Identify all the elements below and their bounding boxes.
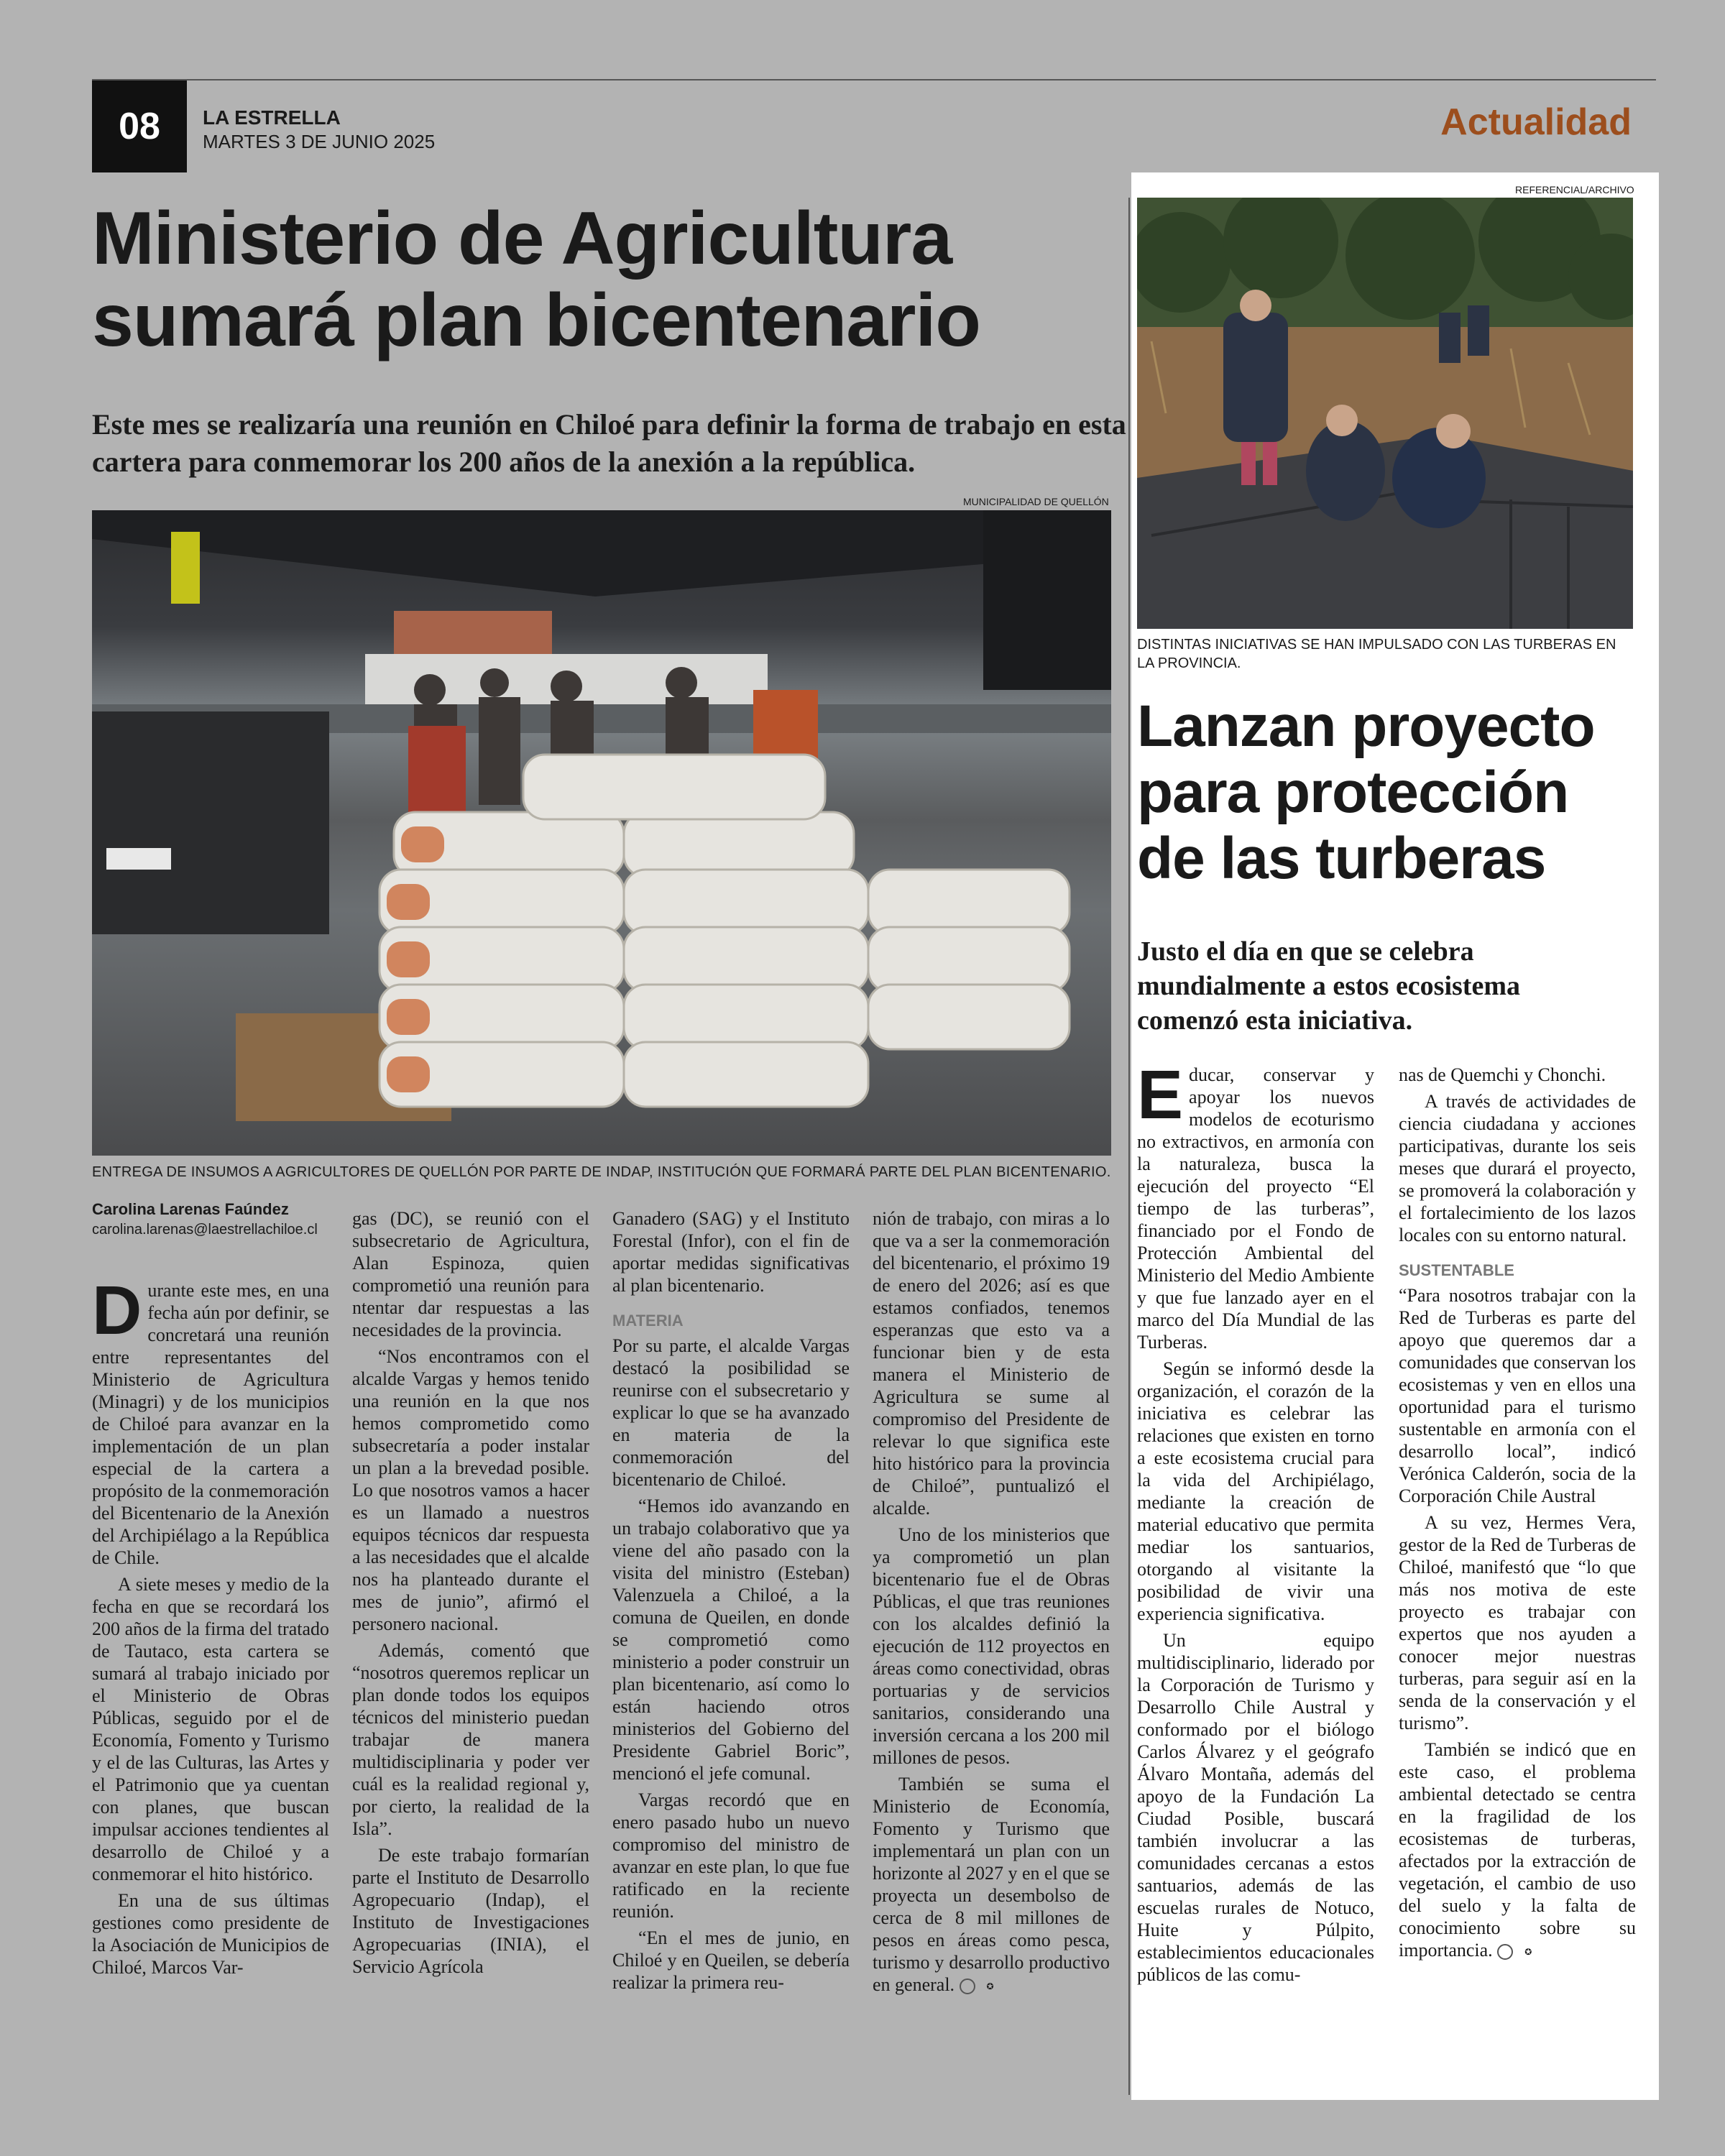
main-photo-credit: MUNICIPALIDAD DE QUELLÓN	[963, 496, 1109, 507]
paragraph: nas de Quemchi y Chonchi.	[1399, 1064, 1606, 1085]
author-name: Carolina Larenas Faúndez	[92, 1200, 289, 1218]
paragraph: nión de trabajo, con miras a lo que va a ser la conmemoración del bicentenario, el próximo 19 de enero del 2026; así es que estamos confiados, tenemos esperanzas que esto va a funcionar bien y de esta manera el Ministerio de Agricultura se sume al compromiso del Presidente de relevar lo que significa este hito histórico para la provincia de Chiloé”, puntualizó el alcalde.	[873, 1208, 1110, 1519]
main-photo	[92, 510, 1111, 1156]
end-mark-icon: ✪	[1497, 1944, 1513, 1960]
side-photo-illustration	[1137, 198, 1633, 629]
paragraph: A su vez, Hermes Vera, gestor de la Red de Turberas de Chiloé, manifestó que “lo que más nos motiva de este proyecto es trabajar con expertos que nos ayuden a conocer mejor nuestras turberas, para seguir así en la senda de la conservación y el turismo”.	[1399, 1512, 1636, 1733]
paragraph	[873, 1773, 1110, 1996]
subhead: SUSTENTABLE	[1399, 1261, 1514, 1279]
main-lead: Este mes se realizaría una reunión en Chiloé para definir la forma de trabajo en esta cartera para conmemorar los 200 años de la anexión a la república.	[92, 408, 1126, 478]
paragraph: En una de sus últimas gestiones como presidente de la Asociación de Municipios de Chiloé, Marcos Var-	[92, 1890, 329, 1978]
paragraph: “Nos encontramos con el alcalde Vargas y hemos tenido una reunión en la que nos hemos comprometido como subsecretaría a poder instalar un plan a la brevedad posible. Lo que nosotros vamos a hacer es un llamado a nuestros equipos técnicos dar respuesta a las necesidades que el alcalde nos ha planteado durante el mes de junio”, afirmó el personero nacional.	[352, 1346, 589, 1634]
paragraph	[1137, 1056, 1374, 1353]
paragraph: “Para nosotros trabajar con la Red de Turberas es parte del apoyo que queremos dar a comunidades que conservan los ecosistemas y ven en ellos una oportunidad para el turismo sustentable en armonía con el desarrollo local”, indicó Verónica Calderón, socia de la Corporación Chile Austral	[1399, 1285, 1636, 1506]
paragraph	[1399, 1738, 1636, 1961]
subhead: MATERIA	[612, 1312, 684, 1330]
page-number: 08	[92, 80, 187, 172]
paragraph: Por su parte, el alcalde Vargas destacó la posibilidad se reunirse con el subsecretario y explicar lo que se ha avanzado en materia de la conmemoración del bicentenario de Chiloé.	[612, 1335, 850, 1490]
paragraph-text: urante este mes, en una fecha aún por definir, se concretará una reunión entre representantes del Ministerio de Agricultura (Minagri) y de los municipios de Chiloé para avanzar en la implementación de un plan especial de la cartera a propósito de la conmemoración del Bicentenario de la Anexión del Archipiélago a la República de Chile.	[92, 1280, 329, 1568]
paragraph: Además, comentó que “nosotros queremos replicar un plan donde todos los equipos técnicos del ministerio puedan trabajar de manera multidisciplinaria y poder ver cuál es la realidad regional y, por cierto, la realidad de la Isla”.	[352, 1640, 589, 1839]
author-email: carolina.larenas@laestrellachiloe.cl	[92, 1222, 318, 1238]
main-column-1	[92, 1272, 329, 1983]
paragraph: Un equipo multidisciplinario, liderado por la Corporación de Turismo y Desarrollo Chile Austral y conformado por el biólogo Carlos Álvarez y el geógrafo Álvaro Montaña, además del apoyo de la Fundación La Ciudad Posible, buscará también involucrar a las comunidades cercanas a estos santuarios, además de las escuelas rurales de Notuco, Huite y Púlpito, establecimientos educacionales públicos de las comu-	[1137, 1630, 1374, 1985]
main-photo-caption: ENTREGA DE INSUMOS A AGRICULTORES DE QUELLÓN POR PARTE DE INDAP, INSTITUCIÓN QUE FORMARÁ PARTE DEL PLAN BICENTENARIO.	[92, 1164, 1111, 1180]
dropcap: E	[1137, 1056, 1184, 1133]
side-photo-credit: REFERENCIAL/ARCHIVO	[1515, 184, 1634, 195]
paragraph: De este trabajo formarían parte el Instituto de Desarrollo Agropecuario (Indap), el Instituto de Investigaciones Agropecuarias (INIA), el Servicio Agrícola	[352, 1845, 589, 1977]
paragraph	[92, 1272, 329, 1569]
publication-date: MARTES 3 DE JUNIO 2025	[203, 131, 436, 152]
main-column-4	[873, 1207, 1110, 2000]
paragraph-text: También se suma el Ministerio de Economía, Fomento y Turismo que implementará un plan con un horizonte al 2027 y en el que se proyecta un desembolso de cerca de 8 mil millones de pesos en áreas como pesca, turismo y desarrollo productivo en general.	[873, 1774, 1110, 1995]
paragraph-text: ducar, conservar y apoyar los nuevos modelos de ecoturismo no extractivos, en armonía con la naturaleza, busca la ejecución del proyecto “El tiempo de las turberas”, financiado por el Fondo de Protección Ambiental del Ministerio del Medio Ambiente y que fue lanzado ayer en el marco del Día Mundial de las Turberas.	[1137, 1064, 1374, 1353]
paragraph: Ganadero (SAG) y el Instituto Forestal (Infor), con el fin de aportar medidas significativas al plan bicentenario.	[612, 1208, 850, 1296]
side-lead: Justo el día en que se celebra mundialmente a estos ecosistema comenzó esta iniciativa.	[1137, 936, 1520, 1036]
publication-name: LA ESTRELLA	[203, 106, 341, 129]
paragraph: Según se informó desde la organización, el corazón de la iniciativa es celebrar las relaciones que existen en torno a este ecosistema crucial para la vida del Archipiélago, mediante la creación de material educativo que permita mediar los santuarios, otorgando al visitante la posibilidad de vivir una experiencia significativa.	[1137, 1358, 1374, 1624]
header-rule	[92, 79, 1656, 80]
column-divider	[1128, 198, 1130, 2095]
paragraph: Uno de los ministerios que ya comprometió un plan bicentenario fue el de Obras Públicas, el que tras reuniones con los alcaldes definió la ejecución de 112 proyectos en áreas como conectividad, obras portuarias y de servicios sanitarios, considerando una inversión cercana a los 200 mil millones de pesos.	[873, 1524, 1110, 1768]
main-photo-illustration	[92, 510, 1111, 1156]
paragraph: “En el mes de junio, en Chiloé y en Queilen, se debería realizar la primera reu-	[612, 1927, 850, 1993]
main-column-2	[352, 1207, 589, 1982]
paragraph: A través de actividades de ciencia ciudadana y acciones participativas, durante los seis meses que durará el proyecto, se promoverá la colaboración y el fortalecimiento de los lazos locales con su entorno natural.	[1399, 1091, 1636, 1245]
paragraph: Vargas recordó que en enero pasado hubo un nuevo compromiso del ministro de avanzar en este plan, lo que fue ratificado en la reciente reunión.	[612, 1789, 850, 1922]
main-headline: Ministerio de Agricultura sumará plan bicentenario	[92, 197, 980, 362]
side-column-1	[1137, 1056, 1374, 1990]
main-column-3	[612, 1207, 850, 1998]
paragraph-text: También se indicó que en este caso, el problema ambiental detectado se centra en la fragilidad de los ecosistemas de turberas, afectados por la extracción de vegetación, el cambio de uso del suelo y la falta de conocimiento sobre su importancia.	[1399, 1739, 1636, 1961]
section-label: Actualidad	[1440, 101, 1632, 143]
paragraph: “Hemos ido avanzando en un trabajo colaborativo que ya viene del año pasado con la visita del ministro (Esteban) Valenzuela a Chiloé, a la comuna de Queilen, en donde se comprometió como ministerio a poder construir un plan bicentenario, así como lo están haciendo otros ministerios del Gobierno del Presidente Gabriel Boric”, mencionó el jefe comunal.	[612, 1496, 850, 1784]
paragraph: gas (DC), se reunió con el subsecretario de Agricultura, Alan Espinoza, quien comprometió una reunión para ntentar dar respuestas a las necesidades de la provincia.	[352, 1208, 589, 1340]
side-headline: Lanzan proyecto para protección de las turberas	[1137, 694, 1595, 891]
end-mark-icon: ✪	[960, 1978, 975, 1994]
paragraph: A siete meses y medio de la fecha en que se recordará los 200 años de la firma del tratado de Tautaco, esta cartera se sumará al trabajo iniciado por el Ministerio de Obras Públicas, seguido por el de Economía, Fomento y Turismo y el de las Culturas, las Artes y el Patrimonio que ya cuentan con planes, que buscan impulsar acciones tendientes al desarrollo de Chiloé y a conmemorar el hito histórico.	[92, 1574, 329, 1884]
dropcap: D	[92, 1272, 142, 1349]
side-photo	[1137, 198, 1633, 629]
side-column-2	[1399, 1064, 1636, 1966]
side-photo-caption: DISTINTAS INICIATIVAS SE HAN IMPULSADO CON LAS TURBERAS EN LA PROVINCIA.	[1137, 637, 1616, 671]
